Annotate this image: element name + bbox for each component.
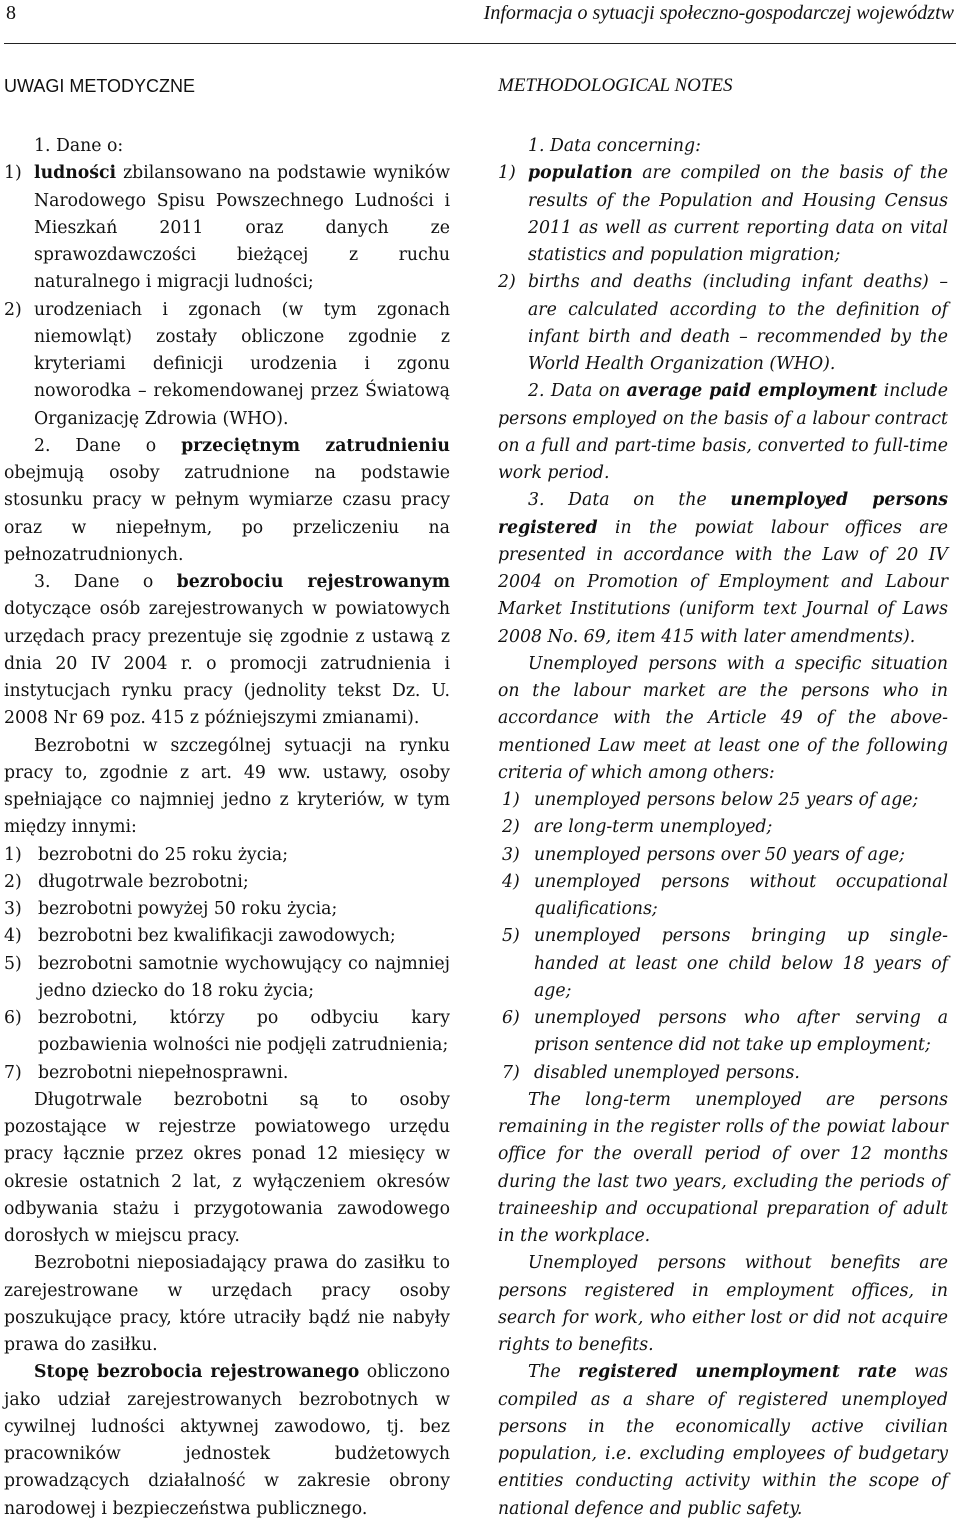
en-rate-definition: The registered unemployment rate was compiled as a share of registered unemployed persons in the economically active civilian population, i.e. excluding employees of budgetary entities conducting activity within the scope of national defence and public safety.	[498, 1362, 948, 1519]
list-item: 5) unemployed persons bringing up single-handed at least one child below 18 years of age;	[502, 926, 948, 1001]
list-item: 7) disabled unemployed persons.	[502, 1062, 800, 1083]
list-item: 4) unemployed persons without occupational qualifications;	[502, 871, 948, 919]
list-item: 2) are long-term unemployed;	[502, 817, 773, 838]
pl-special-intro: Bezrobotni w szczególnej sytuacji na rynku pracy to, zgodnie z art. 49 ww. ustawy, osoby spełniające co najmniej jedno z kryteriów, w tym między innymi:	[4, 735, 450, 838]
polish-column	[4, 66, 450, 1523]
en-s1-intro: 1. Data concerning:	[528, 136, 701, 156]
english-column	[498, 66, 948, 1523]
list-item: 3) bezrobotni powyżej 50 roku życia;	[4, 899, 338, 919]
header-rule	[4, 43, 956, 44]
list-item: 6) unemployed persons who after serving a prison sentence did not take up employment;	[502, 1008, 948, 1056]
pl-nobenefit-definition: Bezrobotni nieposiadający prawa do zasiłku to zarejestrowane w urzędach pracy osoby poszukujące pracy, które utraciły bądź nie nabyły prawa do zasiłku.	[4, 1253, 450, 1355]
pl-s1-intro: 1. Dane o:	[34, 136, 124, 156]
list-item: 4) bezrobotni bez kwalifikacji zawodowych;	[4, 926, 396, 947]
list-item: 5) bezrobotni samotnie wychowujący co najmniej jedno dziecko do 18 roku życia;	[4, 953, 450, 1001]
en-heading: METHODOLOGICAL NOTES	[498, 75, 733, 96]
list-item: 3) unemployed persons over 50 years of age;	[502, 844, 905, 865]
en-criteria-list	[498, 787, 948, 1087]
en-s1-list	[498, 160, 948, 378]
page-header	[0, 0, 960, 46]
pl-heading: UWAGI METODYCZNE	[4, 76, 196, 96]
list-item: 2) długotrwale bezrobotni;	[4, 871, 249, 892]
en-nobenefit-definition: Unemployed persons without benefits are persons registered in employment offices, in search for work, who either lost or did not acquire rights to benefits.	[498, 1253, 948, 1355]
en-special-intro: Unemployed persons with a specific situation on the labour market are the persons who in accordance with the Article 49 of the above-mentioned Law meet at least one of the following criteria of which among others:	[498, 653, 948, 783]
en-section-2: 2. Data on average paid employment include persons employed on the basis of a labour contract on a full and part-time basis, converted to full-time work period.	[498, 381, 949, 483]
pl-s1-list	[4, 160, 450, 433]
list-item: 1) population are compiled on the basis of the results of the Population and Housing Census 2011 as well as current reporting data on vital statistics and population migration;	[498, 163, 948, 265]
list-item: 1) bezrobotni do 25 roku życia;	[4, 844, 289, 865]
page-number: 8	[6, 2, 16, 24]
running-title: Informacja o sytuacji społeczno-gospodarczej województw	[483, 2, 954, 24]
list-item: 2) urodzeniach i zgonach (w tym zgonach niemowląt) zostały obliczone zgodnie z kryteriami definicji urodzenia i zgonu noworodka – rekomendowanej przez Światową Organizację Zdrowia (WHO).	[4, 299, 450, 429]
pl-rate-definition: Stopę bezrobocia rejestrowanego obliczono jako udział zarejestrowanych bezrobotnych w cywilnej ludności aktywnej zawodowo, tj. bez pracowników jednostek budżetowych prowadzących działalność w zakresie obrony narodowej i bezpieczeństwa publicznego.	[4, 1362, 450, 1519]
pl-criteria-list	[4, 842, 450, 1087]
list-item: 1) unemployed persons below 25 years of age;	[502, 790, 919, 810]
pl-section-2: 2. Dane o przeciętnym zatrudnieniu obejmują osoby zatrudnione na podstawie stosunku pracy w pełnym wymiarze czasu pracy oraz w niepełnym, po przeliczeniu na pełnozatrudnionych.	[4, 435, 450, 565]
list-item: 7) bezrobotni niepełnosprawni.	[4, 1062, 289, 1083]
list-item: 1) ludności zbilansowano na podstawie wyników Narodowego Spisu Powszechnego Ludności i Mieszkań 2011 oraz danych ze sprawozdawczości bieżącej z ruchu naturalnego i migracji ludności;	[4, 163, 450, 293]
en-section-3: 3. Data on the unemployed persons registered in the powiat labour offices are presented in accordance with the Law of 20 IV 2004 on Promotion of Employment and Labour Market Institutions (uniform text Journal of Laws 2008 No. 69, item 415 with later amendments).	[498, 490, 949, 647]
list-item: 2) births and deaths (including infant deaths) – are calculated according to the definition of infant birth and death – recommended by the World Health Organization (WHO).	[498, 272, 948, 374]
en-longterm-definition: The long-term unemployed are persons remaining in the register rolls of the powiat labour office for the overall period of over 12 months during the last two years, excluding the periods of traineeship and occupational preparation of adult in the workplace.	[498, 1089, 948, 1246]
pl-section-3: 3. Dane o bezrobociu rejestrowanym dotyczące osób zarejestrowanych w powiatowych urzędach pracy prezentuje się zgodnie z ustawą z dnia 20 IV 2004 r. o promocji zatrudnienia i instytucjach rynku pracy (jednolity tekst Dz. U. 2008 Nr 69 poz. 415 z późniejszymi zmianami).	[4, 572, 450, 729]
list-item: 6) bezrobotni, którzy po odbyciu kary pozbawienia wolności nie podjęli zatrudnienia;	[4, 1008, 450, 1056]
pl-longterm-definition: Długotrwale bezrobotni są to osoby pozostające w rejestrze powiatowego urzędu pracy łącznie przez okres ponad 12 miesięcy w okresie ostatnich 2 lat, z wyłączeniem okresów odbywania stażu i przygotowania zawodowego dorosłych w miejscu pracy.	[4, 1089, 450, 1246]
